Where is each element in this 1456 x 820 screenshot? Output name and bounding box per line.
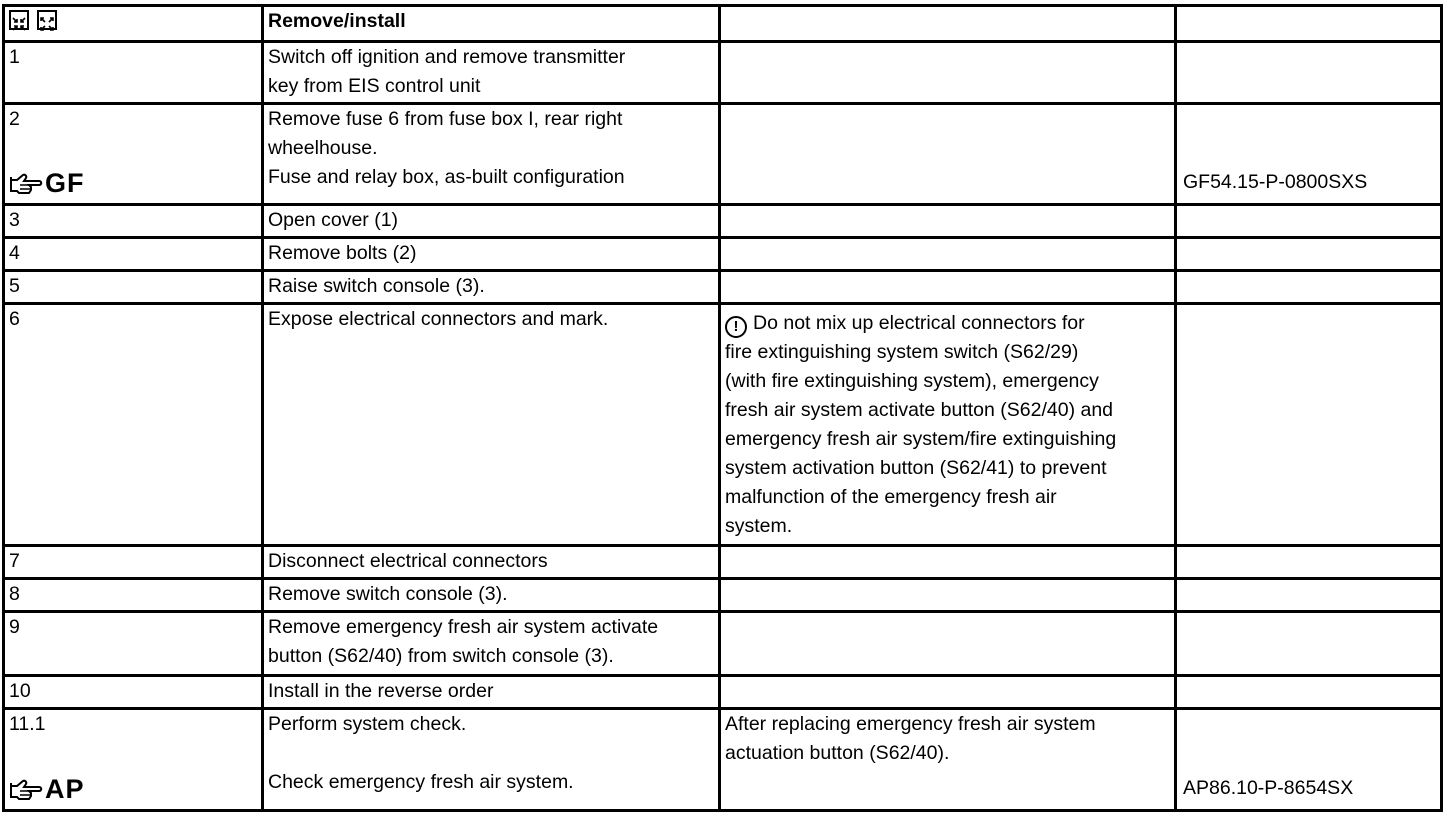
table-row <box>4 579 1442 612</box>
step-number-cell <box>4 709 263 811</box>
note-cell <box>720 304 1176 546</box>
table-row <box>4 42 1442 104</box>
step-instruction: Open cover (1) <box>263 205 720 238</box>
step-number-cell <box>4 104 263 205</box>
pointing-hand-icon <box>9 778 43 802</box>
note-cell <box>720 42 1176 104</box>
reference-cell <box>1176 271 1442 304</box>
note-cell <box>720 104 1176 205</box>
step-number: 1 <box>4 42 263 104</box>
step-instruction: Expose electrical connectors and mark. <box>263 304 720 546</box>
step-number: 3 <box>4 205 263 238</box>
reference-cell <box>1176 579 1442 612</box>
step-number: 4 <box>4 238 263 271</box>
step-instruction <box>263 42 720 104</box>
reference-cell <box>1176 546 1442 579</box>
gf-label: GF <box>45 168 85 198</box>
reference-cell <box>1176 104 1442 205</box>
step-number: 10 <box>4 676 263 709</box>
table-row <box>4 205 1442 238</box>
instruction-line: key from EIS control unit <box>268 75 481 97</box>
table-row <box>4 304 1442 546</box>
expand-icon[interactable] <box>37 10 57 30</box>
step-number: 11.1 <box>9 713 46 735</box>
step-instruction <box>263 104 720 205</box>
note-cell <box>720 238 1176 271</box>
note-line: Do not mix up electrical connectors for <box>753 312 1085 334</box>
step-number: 2 <box>9 108 20 130</box>
step-instruction <box>263 709 720 811</box>
procedure-table <box>2 4 1443 812</box>
reference-cell <box>1176 42 1442 104</box>
reference-code-link[interactable]: AP86.10-P-8654SX <box>1183 777 1354 799</box>
reference-code-link[interactable]: GF54.15-P-0800SXS <box>1183 171 1368 193</box>
instruction-line: Perform system check. <box>268 713 467 735</box>
note-cell <box>720 612 1176 676</box>
reference-cell <box>1176 612 1442 676</box>
instruction-line: button (S62/40) from switch console (3). <box>268 645 614 667</box>
reference-cell <box>1176 238 1442 271</box>
warning-circle-icon: ! <box>725 316 747 338</box>
note-cell <box>720 676 1176 709</box>
ap-label: AP <box>45 774 85 804</box>
step-number: 9 <box>4 612 263 676</box>
reference-cell <box>1176 304 1442 546</box>
note-line: fresh air system activate button (S62/40) and <box>725 399 1114 421</box>
note-line: fire extinguishing system switch (S62/29) <box>725 341 1079 363</box>
instruction-line: Check emergency fresh air system. <box>268 771 574 793</box>
note-line: After replacing emergency fresh air system <box>725 713 1096 735</box>
note-line: (with fire extinguishing system), emergency <box>725 370 1099 392</box>
note-line: system. <box>725 515 793 537</box>
pointing-hand-icon <box>9 172 43 196</box>
step-instruction: Remove switch console (3). <box>263 579 720 612</box>
instruction-line: Remove emergency fresh air system activate <box>268 616 659 638</box>
note-line: malfunction of the emergency fresh air <box>725 486 1057 508</box>
header-empty-cell <box>720 6 1176 42</box>
step-instruction: Install in the reverse order <box>263 676 720 709</box>
note-line: actuation button (S62/40). <box>725 742 950 764</box>
step-number: 5 <box>4 271 263 304</box>
collapse-icon[interactable] <box>9 10 29 30</box>
step-number: 7 <box>4 546 263 579</box>
table-row <box>4 546 1442 579</box>
step-instruction: Disconnect electrical connectors <box>263 546 720 579</box>
ap-reference-link[interactable] <box>9 776 85 803</box>
note-cell <box>720 546 1176 579</box>
note-line: emergency fresh air system/fire extinguishing <box>725 428 1117 450</box>
step-instruction <box>263 612 720 676</box>
note-cell <box>720 579 1176 612</box>
table-row <box>4 709 1442 811</box>
instruction-line: Switch off ignition and remove transmitter <box>268 46 626 68</box>
instruction-line: wheelhouse. <box>268 137 378 159</box>
table-header-row <box>4 6 1442 42</box>
table-row <box>4 612 1442 676</box>
step-instruction: Raise switch console (3). <box>263 271 720 304</box>
reference-cell <box>1176 709 1442 811</box>
instruction-line: Remove fuse 6 from fuse box I, rear right <box>268 108 623 130</box>
note-cell <box>720 709 1176 811</box>
step-instruction: Remove bolts (2) <box>263 238 720 271</box>
header-empty-cell <box>1176 6 1442 42</box>
reference-cell <box>1176 205 1442 238</box>
table-row <box>4 676 1442 709</box>
gf-reference-link[interactable] <box>9 170 85 197</box>
header-icons-cell <box>4 6 263 42</box>
table-row <box>4 238 1442 271</box>
note-line: system activation button (S62/41) to prevent <box>725 457 1107 479</box>
header-title: Remove/install <box>263 6 720 42</box>
table-row <box>4 104 1442 205</box>
step-number: 8 <box>4 579 263 612</box>
note-cell <box>720 271 1176 304</box>
reference-cell <box>1176 676 1442 709</box>
note-cell <box>720 205 1176 238</box>
table-row <box>4 271 1442 304</box>
instruction-line: Fuse and relay box, as-built configuration <box>268 166 625 188</box>
step-number: 6 <box>4 304 263 546</box>
